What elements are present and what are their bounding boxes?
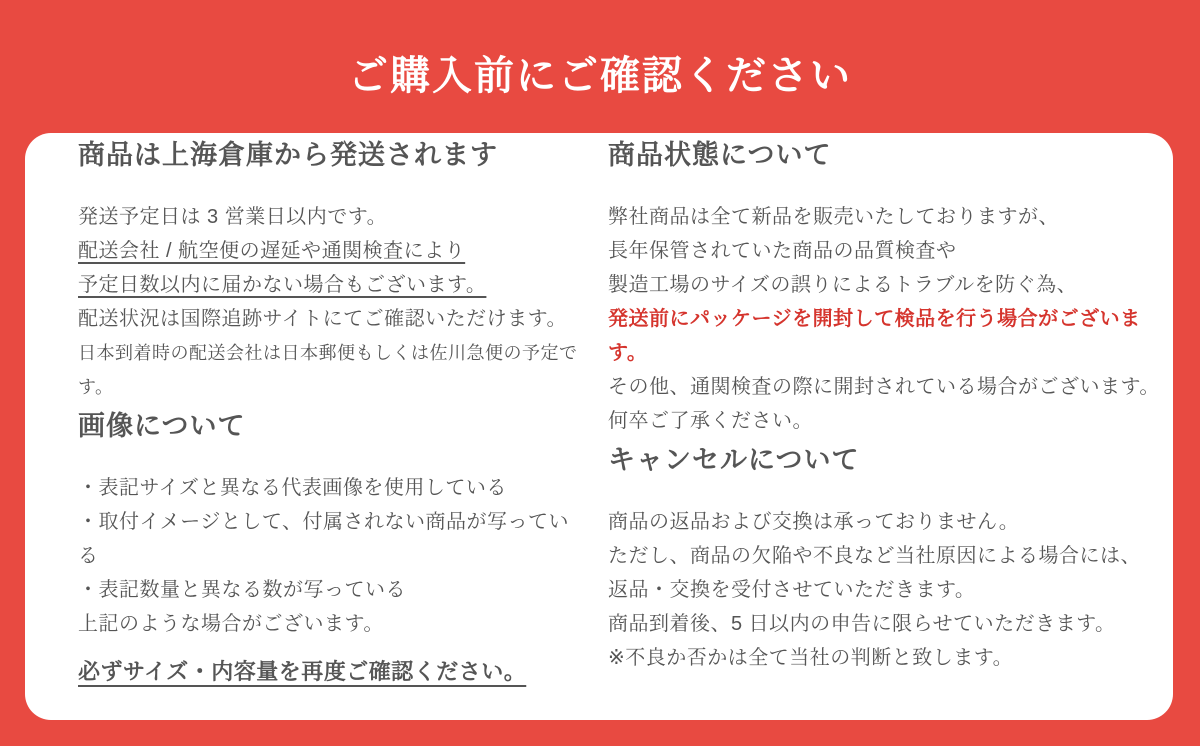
shipping-line-tracking: 配送状況は国際追跡サイトにてご確認いただけます。 xyxy=(78,308,567,330)
images-section-heading: 画像について xyxy=(78,411,246,441)
cancel-section-body xyxy=(608,505,1168,675)
condition-section-heading: 商品状態について xyxy=(608,140,832,170)
cancel-line-accept: 返品・交換を受付させていただきます。 xyxy=(608,579,976,601)
left-column xyxy=(78,133,578,686)
images-bullet-size: ・表記サイズと異なる代表画像を使用している xyxy=(78,477,507,499)
cancel-line-5days: 商品到着後、5 日以内の申告に限らせていただきます。 xyxy=(608,613,1116,635)
page-title: ご購入前にご確認ください xyxy=(348,54,852,98)
shipping-line-carrier: 日本到着時の配送会社は日本郵便もしくは佐川急便の予定です。 xyxy=(78,343,578,397)
shipping-section-heading: 商品は上海倉庫から発送されます xyxy=(78,140,498,170)
images-emphasis-check-size: 必ずサイズ・内容量を再度ご確認ください。 xyxy=(78,659,527,684)
images-bullet-quantity: ・表記数量と異なる数が写っている xyxy=(78,579,406,601)
cancel-line-defect: ただし、商品の欠陥や不良など当社原因による場合には、 xyxy=(608,545,1141,567)
shipping-line-delay-1: 配送会社 / 航空便の遅延や通関検査により xyxy=(78,240,466,262)
cancel-line-no-returns: 商品の返品および交換は承っておりません。 xyxy=(608,511,1020,533)
shipping-line-eta: 発送予定日は 3 営業日以内です。 xyxy=(78,206,388,228)
cancel-section-heading: キャンセルについて xyxy=(608,445,860,475)
condition-line-new: 弊社商品は全て新品を販売いたしておりますが、 xyxy=(608,206,1059,228)
shipping-line-delay-2: 予定日数以内に届かない場合もございます。 xyxy=(78,274,487,296)
condition-section-body xyxy=(608,200,1168,438)
condition-alert-open-package: 発送前にパッケージを開封して検品を行う場合がございます。 xyxy=(608,308,1141,364)
images-note: 上記のような場合がございます。 xyxy=(78,613,384,635)
shipping-section-body xyxy=(78,200,578,404)
condition-line-storage: 長年保管されていた商品の品質検査や xyxy=(608,240,957,262)
notice-card xyxy=(25,133,1173,720)
right-column xyxy=(608,133,1168,675)
images-bullet-accessory: ・取付イメージとして、付属されない商品が写っている xyxy=(78,511,569,567)
condition-line-factory: 製造工場のサイズの誤りによるトラブルを防ぐ為、 xyxy=(608,274,1078,296)
cancel-line-judgment: ※不良か否かは全て当社の判断と致します。 xyxy=(608,647,1014,669)
images-section-body xyxy=(78,471,578,641)
condition-line-customs: その他、通関検査の際に開封されている場合がございます。 xyxy=(608,376,1160,398)
condition-line-understanding: 何卒ご了承ください。 xyxy=(608,410,813,432)
